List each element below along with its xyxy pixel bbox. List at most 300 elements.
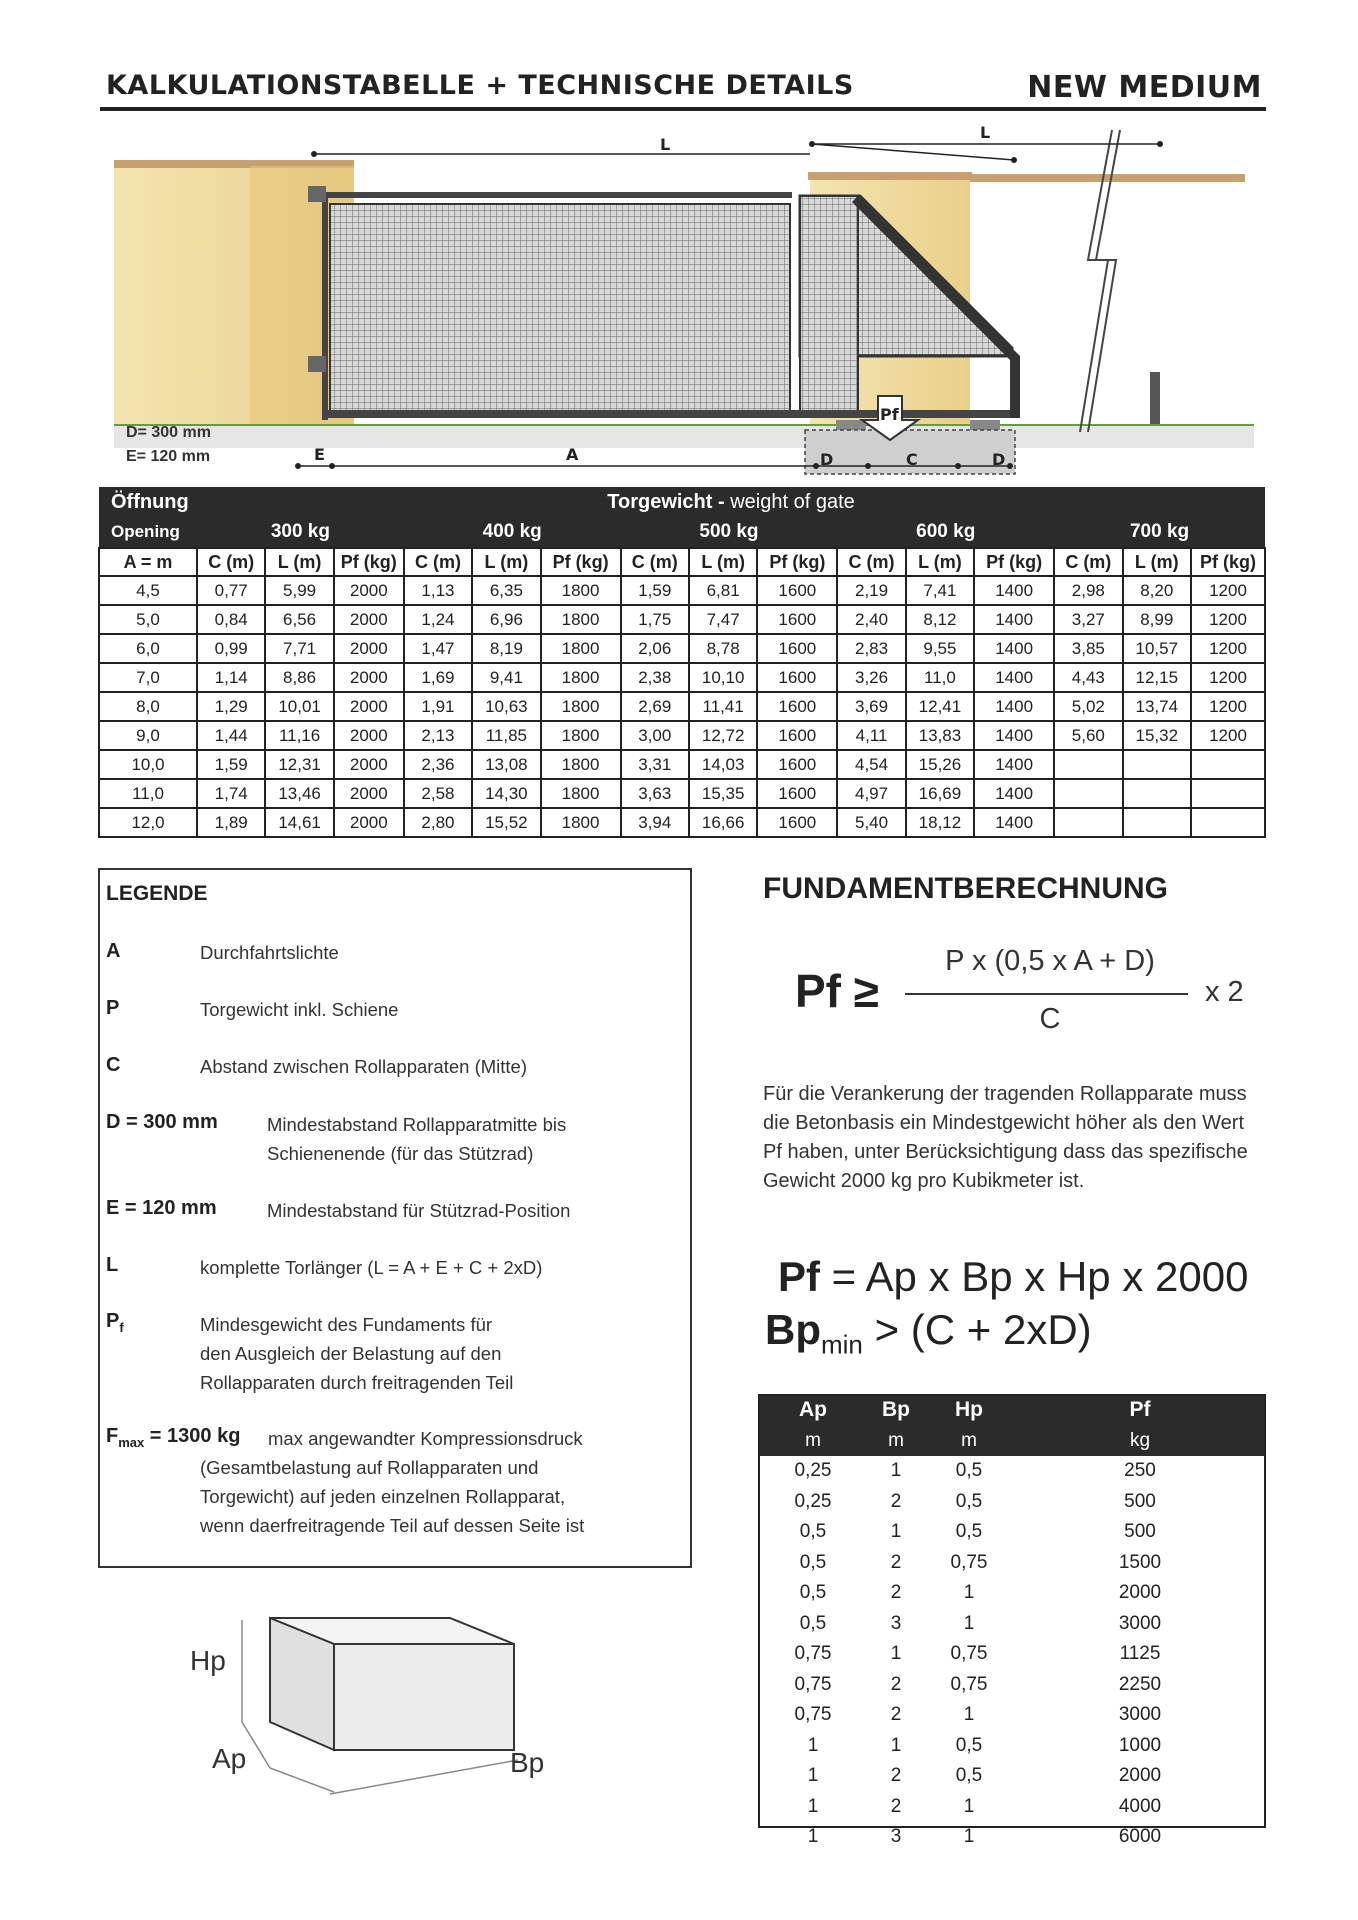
table-row <box>99 808 1265 837</box>
foundation-col-unit: m <box>758 1426 868 1456</box>
table-cell: 10,0 <box>99 750 197 779</box>
foundation-cell: 0,5 <box>955 1734 983 1756</box>
foundation-col-header: Ap <box>758 1394 868 1426</box>
col-pf-0: Pf (kg) <box>334 548 404 576</box>
table-cell: 1,13 <box>404 576 472 605</box>
foundation-cell: 1 <box>807 1765 819 1787</box>
table-cell: 12,0 <box>99 808 197 837</box>
foundation-cell: 1 <box>890 1521 902 1543</box>
foundation-cell: 2 <box>890 1795 902 1817</box>
table-cell: 10,01 <box>265 692 333 721</box>
table-cell: 2000 <box>334 779 404 808</box>
col-c-4: C (m) <box>1054 548 1122 576</box>
table-cell: 5,99 <box>265 576 333 605</box>
legend-key-pf: $P_f$ <box>106 1310 124 1335</box>
table-cell: 1,14 <box>197 663 265 692</box>
foundation-cell: 2 <box>890 1582 902 1604</box>
foundation-row <box>758 1761 1266 1792</box>
foundation-row <box>758 1639 1266 1670</box>
table-cell: 3,27 <box>1054 605 1122 634</box>
foundation-cell: 0,5 <box>799 1582 827 1604</box>
label-bp: Bp <box>510 1747 545 1778</box>
table-cell: 1600 <box>757 750 837 779</box>
table-cell: 1600 <box>757 663 837 692</box>
legend-key-d: D = 300 mm <box>106 1111 218 1133</box>
table-cell: 1200 <box>1191 634 1265 663</box>
label-l-right: L <box>980 123 991 142</box>
table-cell: 1400 <box>974 721 1054 750</box>
table-cell: 2000 <box>334 750 404 779</box>
table-cell: 1800 <box>541 779 621 808</box>
legend-desc-a: Durchfahrtslichte <box>200 942 339 963</box>
foundation-col-header: Pf <box>1014 1394 1266 1426</box>
foundation-row <box>758 1731 1266 1762</box>
foundation-col-header: Bp <box>868 1394 924 1426</box>
table-cell: 11,0 <box>99 779 197 808</box>
table-cell: 2,98 <box>1054 576 1122 605</box>
table-cell: 8,99 <box>1123 605 1191 634</box>
foundation-row <box>758 1487 1266 1518</box>
foundation-cell: 4000 <box>1118 1795 1162 1817</box>
foundation-cell: 6000 <box>1118 1826 1162 1848</box>
legend-desc-c: Abstand zwischen Rollapparaten (Mitte) <box>200 1056 527 1077</box>
label-c: C <box>906 450 918 469</box>
table-cell: 1,91 <box>404 692 472 721</box>
calculation-rows <box>99 576 1265 837</box>
foundation-cell: 1500 <box>1118 1551 1162 1573</box>
foundation-table <box>758 1394 1266 1853</box>
table-cell: 1600 <box>757 779 837 808</box>
table-cell: 10,63 <box>472 692 540 721</box>
formula-pf-lhs: Pf ≥ <box>795 965 880 1017</box>
formula-denominator: C <box>1039 1003 1061 1035</box>
legend-desc-e: Mindestabstand für Stützrad-Position <box>267 1200 571 1221</box>
table-cell: 8,86 <box>265 663 333 692</box>
table-cell: 1600 <box>757 576 837 605</box>
table-cell: 9,0 <box>99 721 197 750</box>
col-c-3: C (m) <box>837 548 905 576</box>
table-cell: 13,08 <box>472 750 540 779</box>
foundation-cell: 1 <box>890 1643 902 1665</box>
table-cell <box>1123 779 1191 808</box>
foundation-cell: 0,5 <box>799 1521 827 1543</box>
table-cell <box>1054 779 1122 808</box>
table-cell: 15,32 <box>1123 721 1191 750</box>
table-cell: 4,5 <box>99 576 197 605</box>
table-cell: 2,36 <box>404 750 472 779</box>
table-row <box>99 750 1265 779</box>
table-cell: 8,0 <box>99 692 197 721</box>
table-cell: 12,41 <box>906 692 974 721</box>
foundation-box-diagram <box>180 1600 620 1800</box>
table-cell: 1,29 <box>197 692 265 721</box>
table-cell: 3,94 <box>621 808 689 837</box>
table-cell: 6,35 <box>472 576 540 605</box>
table-cell <box>1054 750 1122 779</box>
table-cell: 1600 <box>757 605 837 634</box>
header-rule <box>100 107 1266 111</box>
table-cell: 5,02 <box>1054 692 1122 721</box>
label-e: E <box>314 445 325 464</box>
table-cell: 13,74 <box>1123 692 1191 721</box>
table-cell: 12,72 <box>689 721 757 750</box>
table-cell: 12,31 <box>265 750 333 779</box>
foundation-cell: 0,5 <box>955 1460 983 1482</box>
table-cell: 1600 <box>757 721 837 750</box>
foundation-cell: 0,75 <box>950 1673 988 1695</box>
formula-fraction-bar <box>905 993 1188 995</box>
table-row <box>99 576 1265 605</box>
table-cell: 2,80 <box>404 808 472 837</box>
table-row <box>99 721 1265 750</box>
foundation-cell: 1 <box>963 1704 975 1726</box>
table-cell: 1400 <box>974 750 1054 779</box>
table-cell: 7,0 <box>99 663 197 692</box>
table-cell: 3,85 <box>1054 634 1122 663</box>
weight-600: 600 kg <box>837 517 1054 548</box>
table-cell: 1800 <box>541 576 621 605</box>
weight-300: 300 kg <box>197 517 404 548</box>
table-cell <box>1191 808 1265 837</box>
col-l-4: L (m) <box>1123 548 1191 576</box>
table-cell: 14,61 <box>265 808 333 837</box>
foundation-cell: 3000 <box>1118 1704 1162 1726</box>
table-cell: 8,78 <box>689 634 757 663</box>
foundation-cell: 500 <box>1124 1521 1156 1543</box>
table-cell: 9,41 <box>472 663 540 692</box>
table-cell: 4,43 <box>1054 663 1122 692</box>
table-cell: 1,24 <box>404 605 472 634</box>
foundation-cell: 1 <box>963 1826 975 1848</box>
legend-key-e: E = 120 mm <box>106 1197 217 1219</box>
foundation-cell: 1 <box>963 1612 975 1634</box>
col-pf-4: Pf (kg) <box>1191 548 1265 576</box>
label-l-left: L <box>660 135 671 154</box>
table-cell: 15,52 <box>472 808 540 837</box>
legend-desc-p: Torgewicht inkl. Schiene <box>200 999 399 1020</box>
foundation-cell: 0,75 <box>950 1551 988 1573</box>
gate-weight-header: Torgewicht - weight of gate <box>197 487 1265 517</box>
table-cell: 1,59 <box>621 576 689 605</box>
col-l-2: L (m) <box>689 548 757 576</box>
table-cell: 2000 <box>334 605 404 634</box>
legend-desc-l: komplette Torlänger (L = A + E + C + 2xD) <box>200 1257 543 1278</box>
legend-key-l: L <box>106 1254 119 1276</box>
table-cell: 5,60 <box>1054 721 1122 750</box>
table-cell: 6,81 <box>689 576 757 605</box>
table-cell <box>1054 808 1122 837</box>
table-cell: 11,0 <box>906 663 974 692</box>
table-cell: 1200 <box>1191 576 1265 605</box>
formula-times-two: x 2 <box>1205 976 1244 1008</box>
table-cell: 2000 <box>334 576 404 605</box>
legend-title: LEGENDE <box>106 882 208 905</box>
table-cell: 11,16 <box>265 721 333 750</box>
col-pf-1: Pf (kg) <box>541 548 621 576</box>
foundation-cell: 2000 <box>1118 1765 1162 1787</box>
foundation-cell: 1 <box>807 1826 819 1848</box>
foundation-cell: 1 <box>807 1795 819 1817</box>
legend-desc-d: Mindestabstand Rollapparatmitte bis Schienenende (für das Stützrad) <box>267 1114 567 1164</box>
table-cell: 8,20 <box>1123 576 1191 605</box>
table-cell: 9,55 <box>906 634 974 663</box>
legend-key-fmax: $F_{max} = 1300$ kg <box>106 1425 241 1450</box>
table-cell: 12,15 <box>1123 663 1191 692</box>
foundation-description: Für die Verankerung der tragenden Rollapparate muss die Betonbasis ein Mindestgewicht höher als den Wert Pf haben, unter Berücksichtigung dass das spezifische Gewicht 2000 kg pro Kubikmeter ist. <box>763 1083 1248 1192</box>
table-cell: 2000 <box>334 634 404 663</box>
table-cell: 1400 <box>974 779 1054 808</box>
table-cell: 0,99 <box>197 634 265 663</box>
foundation-cell: 2 <box>890 1490 902 1512</box>
table-cell: 11,85 <box>472 721 540 750</box>
dim-d-note: D= 300 mm <box>126 424 211 441</box>
table-cell: 7,47 <box>689 605 757 634</box>
table-cell: 18,12 <box>906 808 974 837</box>
table-cell: 2000 <box>334 808 404 837</box>
col-c-1: C (m) <box>404 548 472 576</box>
col-pf-2: Pf (kg) <box>757 548 837 576</box>
label-hp: Hp <box>190 1645 226 1676</box>
table-cell: 16,69 <box>906 779 974 808</box>
foundation-cell: 0,75 <box>794 1673 832 1695</box>
table-cell: 1200 <box>1191 605 1265 634</box>
table-cell: 8,19 <box>472 634 540 663</box>
table-cell: 1800 <box>541 750 621 779</box>
opening-header-en: Opening <box>99 517 197 548</box>
col-l-0: L (m) <box>265 548 333 576</box>
table-cell: 2000 <box>334 692 404 721</box>
table-cell: 1800 <box>541 692 621 721</box>
foundation-row <box>758 1792 1266 1823</box>
table-cell: 0,77 <box>197 576 265 605</box>
label-a: A <box>566 445 579 464</box>
table-cell: 1600 <box>757 692 837 721</box>
table-cell: 5,0 <box>99 605 197 634</box>
weight-700: 700 kg <box>1054 517 1265 548</box>
foundation-cell: 2 <box>890 1765 902 1787</box>
table-row <box>99 692 1265 721</box>
table-cell: 1800 <box>541 808 621 837</box>
table-cell: 15,35 <box>689 779 757 808</box>
foundation-cell: 1 <box>890 1734 902 1756</box>
table-row <box>99 663 1265 692</box>
label-ap: Ap <box>212 1743 247 1774</box>
table-cell: 1200 <box>1191 692 1265 721</box>
table-cell: 8,12 <box>906 605 974 634</box>
table-cell: 4,11 <box>837 721 905 750</box>
foundation-table-units <box>758 1426 1266 1456</box>
table-cell: 1400 <box>974 576 1054 605</box>
model-name: NEW MEDIUM <box>1027 70 1262 105</box>
opening-header-de: Öffnung <box>99 487 197 517</box>
legend-box <box>98 868 692 1568</box>
table-cell: 13,83 <box>906 721 974 750</box>
pf-arrow-label: Pf <box>880 405 899 424</box>
foundation-row <box>758 1700 1266 1731</box>
foundation-cell: 0,5 <box>799 1612 827 1634</box>
foundation-title: FUNDAMENTBERECHNUNG <box>763 872 1168 905</box>
table-cell: 15,26 <box>906 750 974 779</box>
formula-pf-volume: Pf = Ap x Bp x Hp x 2000 <box>778 1253 1249 1300</box>
foundation-cell: 3 <box>890 1612 902 1634</box>
foundation-col-unit: m <box>868 1426 924 1456</box>
table-cell: 1600 <box>757 634 837 663</box>
table-cell: 10,10 <box>689 663 757 692</box>
subheader-row <box>99 548 1265 576</box>
table-cell: 6,0 <box>99 634 197 663</box>
table-cell: 2,40 <box>837 605 905 634</box>
calculation-table <box>98 487 1266 838</box>
col-c-0: C (m) <box>197 548 265 576</box>
table-cell <box>1191 779 1265 808</box>
legend-key-a: A <box>106 940 121 962</box>
table-cell: 1800 <box>541 663 621 692</box>
table-cell: 1,75 <box>621 605 689 634</box>
table-cell: 2,83 <box>837 634 905 663</box>
foundation-cell: 2 <box>890 1551 902 1573</box>
foundation-cell: 0,75 <box>794 1643 832 1665</box>
col-l-3: L (m) <box>906 548 974 576</box>
foundation-col-unit: kg <box>1014 1426 1266 1456</box>
table-row <box>99 634 1265 663</box>
table-cell: 1,59 <box>197 750 265 779</box>
foundation-cell: 0,25 <box>794 1460 832 1482</box>
table-cell: 3,63 <box>621 779 689 808</box>
col-c-2: C (m) <box>621 548 689 576</box>
table-cell <box>1191 750 1265 779</box>
table-cell: 11,41 <box>689 692 757 721</box>
foundation-cell: 0,5 <box>799 1551 827 1573</box>
table-cell <box>1123 808 1191 837</box>
foundation-cell: 2 <box>890 1704 902 1726</box>
table-cell: 1400 <box>974 605 1054 634</box>
table-cell: 1400 <box>974 663 1054 692</box>
table-row <box>99 779 1265 808</box>
col-l-1: L (m) <box>472 548 540 576</box>
weight-400: 400 kg <box>404 517 621 548</box>
col-a: A = m <box>99 548 197 576</box>
legend-desc-fmax-1: max angewandter Kompressionsdruck <box>268 1428 583 1449</box>
table-cell: 2,06 <box>621 634 689 663</box>
dim-e-note: E= 120 mm <box>126 448 211 465</box>
table-cell: 0,84 <box>197 605 265 634</box>
table-cell: 2000 <box>334 663 404 692</box>
legend-desc-fmax-2: (Gesamtbelastung auf Rollapparaten und Torgewicht) auf jeden einzelnen Rollapparat, wenn daerfreitragende Teil auf dessen Seite ist <box>200 1457 585 1536</box>
foundation-cell: 3000 <box>1118 1612 1162 1634</box>
foundation-cell: 2 <box>890 1673 902 1695</box>
table-cell: 3,00 <box>621 721 689 750</box>
table-cell: 3,26 <box>837 663 905 692</box>
table-cell: 3,69 <box>837 692 905 721</box>
table-cell: 13,46 <box>265 779 333 808</box>
foundation-cell: 0,75 <box>950 1643 988 1665</box>
col-pf-3: Pf (kg) <box>974 548 1054 576</box>
foundation-cell: 1 <box>963 1795 975 1817</box>
table-cell: 6,96 <box>472 605 540 634</box>
foundation-cell: 1000 <box>1118 1734 1162 1756</box>
legend-key-c: C <box>106 1054 121 1076</box>
label-d-right: D <box>992 450 1006 469</box>
foundation-cell: 0,5 <box>955 1521 983 1543</box>
table-cell: 2,38 <box>621 663 689 692</box>
table-cell: 2,69 <box>621 692 689 721</box>
page-title: KALKULATIONSTABELLE + TECHNISCHE DETAILS <box>106 70 854 101</box>
foundation-table-header <box>758 1394 1266 1426</box>
foundation-cell: 250 <box>1124 1460 1156 1482</box>
foundation-row <box>758 1670 1266 1701</box>
table-cell: 10,57 <box>1123 634 1191 663</box>
foundation-row <box>758 1822 1266 1853</box>
foundation-cell: 0,75 <box>794 1704 832 1726</box>
table-cell: 16,66 <box>689 808 757 837</box>
label-d-left: D <box>820 450 834 469</box>
table-cell: 1600 <box>757 808 837 837</box>
foundation-col-unit: m <box>924 1426 1014 1456</box>
table-cell: 7,71 <box>265 634 333 663</box>
table-cell: 1,47 <box>404 634 472 663</box>
foundation-cell: 1 <box>807 1734 819 1756</box>
foundation-cell: 2250 <box>1118 1673 1162 1695</box>
foundation-cell: 1 <box>890 1460 902 1482</box>
foundation-row <box>758 1517 1266 1548</box>
table-cell: 2000 <box>334 721 404 750</box>
table-cell: 2,13 <box>404 721 472 750</box>
formula-numerator: P x (0,5 x A + D) <box>945 945 1155 977</box>
table-cell <box>1123 750 1191 779</box>
foundation-cell: 2000 <box>1118 1582 1162 1604</box>
table-cell: 14,03 <box>689 750 757 779</box>
table-cell: 1,89 <box>197 808 265 837</box>
foundation-cell: 0,5 <box>955 1490 983 1512</box>
foundation-row <box>758 1456 1266 1487</box>
table-cell: 1400 <box>974 808 1054 837</box>
table-cell: 7,41 <box>906 576 974 605</box>
table-cell: 3,31 <box>621 750 689 779</box>
table-cell: 1400 <box>974 634 1054 663</box>
legend-key-p: P <box>106 997 120 1019</box>
table-cell: 6,56 <box>265 605 333 634</box>
table-cell: 1400 <box>974 692 1054 721</box>
foundation-row <box>758 1578 1266 1609</box>
weight-500: 500 kg <box>621 517 838 548</box>
table-cell: 2,19 <box>837 576 905 605</box>
foundation-cell: 500 <box>1124 1490 1156 1512</box>
foundation-row <box>758 1548 1266 1579</box>
table-cell: 5,40 <box>837 808 905 837</box>
gate-diagram <box>100 120 1270 480</box>
table-cell: 1200 <box>1191 721 1265 750</box>
foundation-col-header: Hp <box>924 1394 1014 1426</box>
table-row <box>99 605 1265 634</box>
table-cell: 1800 <box>541 721 621 750</box>
table-cell: 1200 <box>1191 663 1265 692</box>
foundation-cell: 0,5 <box>955 1765 983 1787</box>
foundation-cell: 0,25 <box>794 1490 832 1512</box>
table-cell: 1,74 <box>197 779 265 808</box>
table-cell: 1,69 <box>404 663 472 692</box>
foundation-cell: 3 <box>890 1826 902 1848</box>
table-cell: 1800 <box>541 605 621 634</box>
foundation-table-rows <box>758 1456 1266 1853</box>
legend-desc-pf: Mindesgewicht des Fundaments für den Ausgleich der Belastung auf den Rollapparaten durch freitragenden Teil <box>200 1314 514 1393</box>
foundation-cell: 1125 <box>1119 1643 1161 1665</box>
table-cell: 4,97 <box>837 779 905 808</box>
table-cell: 14,30 <box>472 779 540 808</box>
foundation-cell: 1 <box>963 1582 975 1604</box>
foundation-row <box>758 1609 1266 1640</box>
table-cell: 1,44 <box>197 721 265 750</box>
table-cell: 1800 <box>541 634 621 663</box>
